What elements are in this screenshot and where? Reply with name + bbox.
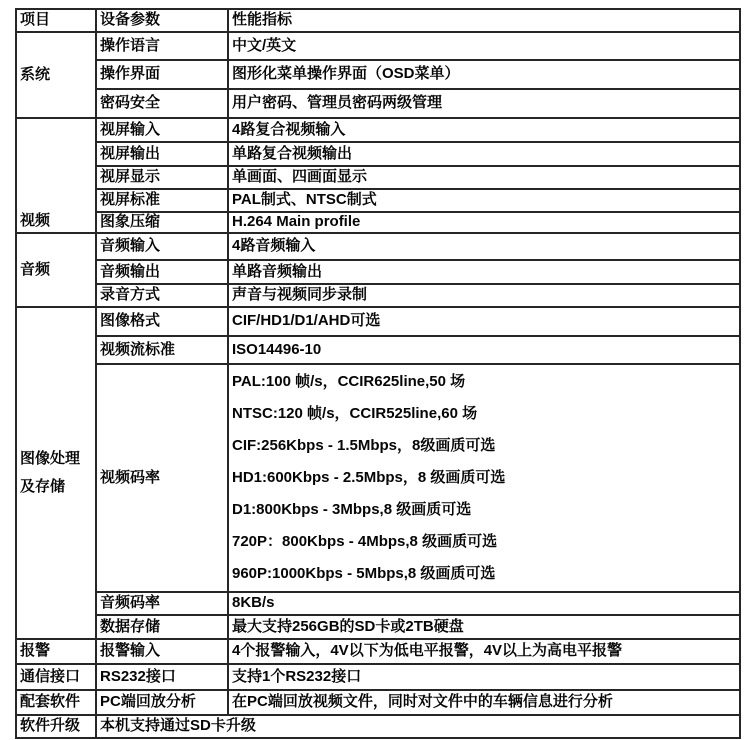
value-cell: PAL制式、NTSC制式 — [228, 189, 740, 212]
value-cell-video-bitrate — [228, 364, 740, 592]
param-cell: 数据存储 — [96, 615, 228, 639]
table-row — [16, 32, 740, 60]
param-cell: 音频输入 — [96, 233, 228, 260]
group-label-audio: 音频 — [16, 233, 96, 307]
value-cell: 声音与视频同步录制 — [228, 284, 740, 307]
value-cell: 图形化菜单操作界面（OSD菜单） — [228, 60, 740, 89]
group-label-system: 系统 — [16, 32, 96, 118]
header-cell-item: 项目 — [16, 9, 96, 32]
header-cell-param: 设备参数 — [96, 9, 228, 32]
table-row — [16, 364, 740, 592]
param-cell: 操作语言 — [96, 32, 228, 60]
param-cell: 操作界面 — [96, 60, 228, 89]
header-row — [16, 9, 740, 32]
value-cell: 最大支持256GB的SD卡或2TB硬盘 — [228, 615, 740, 639]
table-row — [16, 307, 740, 336]
spec-table — [15, 8, 741, 739]
table-row — [16, 664, 740, 690]
table-row — [16, 615, 740, 639]
value-cell: ISO14496-10 — [228, 336, 740, 364]
table-row — [16, 118, 740, 142]
value-cell: 4路复合视频输入 — [228, 118, 740, 142]
table-row — [16, 639, 740, 664]
group-label-comm-interface: 通信接口 — [16, 664, 96, 690]
table-row — [16, 715, 740, 738]
value-cell: 单画面、四画面显示 — [228, 166, 740, 189]
group-label-companion-software: 配套软件 — [16, 690, 96, 715]
value-cell: 中文/英文 — [228, 32, 740, 60]
param-cell: 密码安全 — [96, 89, 228, 118]
table-row — [16, 284, 740, 307]
param-cell: 音频码率 — [96, 592, 228, 615]
table-row — [16, 336, 740, 364]
param-cell: 报警输入 — [96, 639, 228, 664]
bitrate-line: PAL:100 帧/s，CCIR625line,50 场 — [232, 373, 466, 390]
group-label-alarm: 报警 — [16, 639, 96, 664]
table-row — [16, 142, 740, 166]
table-row — [16, 60, 740, 89]
table-row — [16, 189, 740, 212]
param-cell: PC端回放分析 — [96, 690, 228, 715]
value-cell: 4路音频输入 — [228, 233, 740, 260]
group-label-image-processing-storage — [16, 307, 96, 639]
group-label-line: 及存储 — [20, 478, 66, 495]
group-label-software-upgrade: 软件升级 — [16, 715, 96, 738]
table-row — [16, 89, 740, 118]
value-cell: H.264 Main profile — [228, 212, 740, 233]
param-cell: 视屏输出 — [96, 142, 228, 166]
table-row — [16, 233, 740, 260]
bitrate-line: 960P:1000Kbps - 5Mbps,8 级画质可选 — [232, 565, 496, 582]
table-row — [16, 690, 740, 715]
param-cell: 视屏显示 — [96, 166, 228, 189]
value-cell: 单路音频输出 — [228, 260, 740, 284]
value-cell: 8KB/s — [228, 592, 740, 615]
group-label-line: 图像处理 — [20, 450, 81, 467]
group-label-video: 视频 — [16, 118, 96, 233]
param-cell: 录音方式 — [96, 284, 228, 307]
value-cell: 在PC端回放视频文件，同时对文件中的车辆信息进行分析 — [228, 690, 740, 715]
value-cell: 单路复合视频输出 — [228, 142, 740, 166]
param-cell: 图象压缩 — [96, 212, 228, 233]
param-cell: 视频码率 — [96, 364, 228, 592]
param-cell: 图像格式 — [96, 307, 228, 336]
param-cell: RS232接口 — [96, 664, 228, 690]
bitrate-line: CIF:256Kbps - 1.5Mbps，8级画质可选 — [232, 437, 496, 454]
bitrate-line: 720P：800Kbps - 4Mbps,8 级画质可选 — [232, 533, 498, 550]
table-row — [16, 592, 740, 615]
value-cell: 支持1个RS232接口 — [228, 664, 740, 690]
param-cell: 视屏标准 — [96, 189, 228, 212]
param-cell: 视屏输入 — [96, 118, 228, 142]
value-cell: 4个报警输入，4V以下为低电平报警，4V以上为高电平报警 — [228, 639, 740, 664]
value-cell-merged: 本机支持通过SD卡升级 — [96, 715, 740, 738]
header-cell-value: 性能指标 — [228, 9, 740, 32]
value-cell: 用户密码、管理员密码两级管理 — [228, 89, 740, 118]
bitrate-line: NTSC:120 帧/s，CCIR525line,60 场 — [232, 405, 478, 422]
table-row — [16, 260, 740, 284]
table-row — [16, 212, 740, 233]
param-cell: 音频输出 — [96, 260, 228, 284]
bitrate-line: HD1:600Kbps - 2.5Mbps，8 级画质可选 — [232, 469, 506, 486]
param-cell: 视频流标准 — [96, 336, 228, 364]
value-cell: CIF/HD1/D1/AHD可选 — [228, 307, 740, 336]
table-row — [16, 166, 740, 189]
bitrate-line: D1:800Kbps - 3Mbps,8 级画质可选 — [232, 501, 472, 518]
